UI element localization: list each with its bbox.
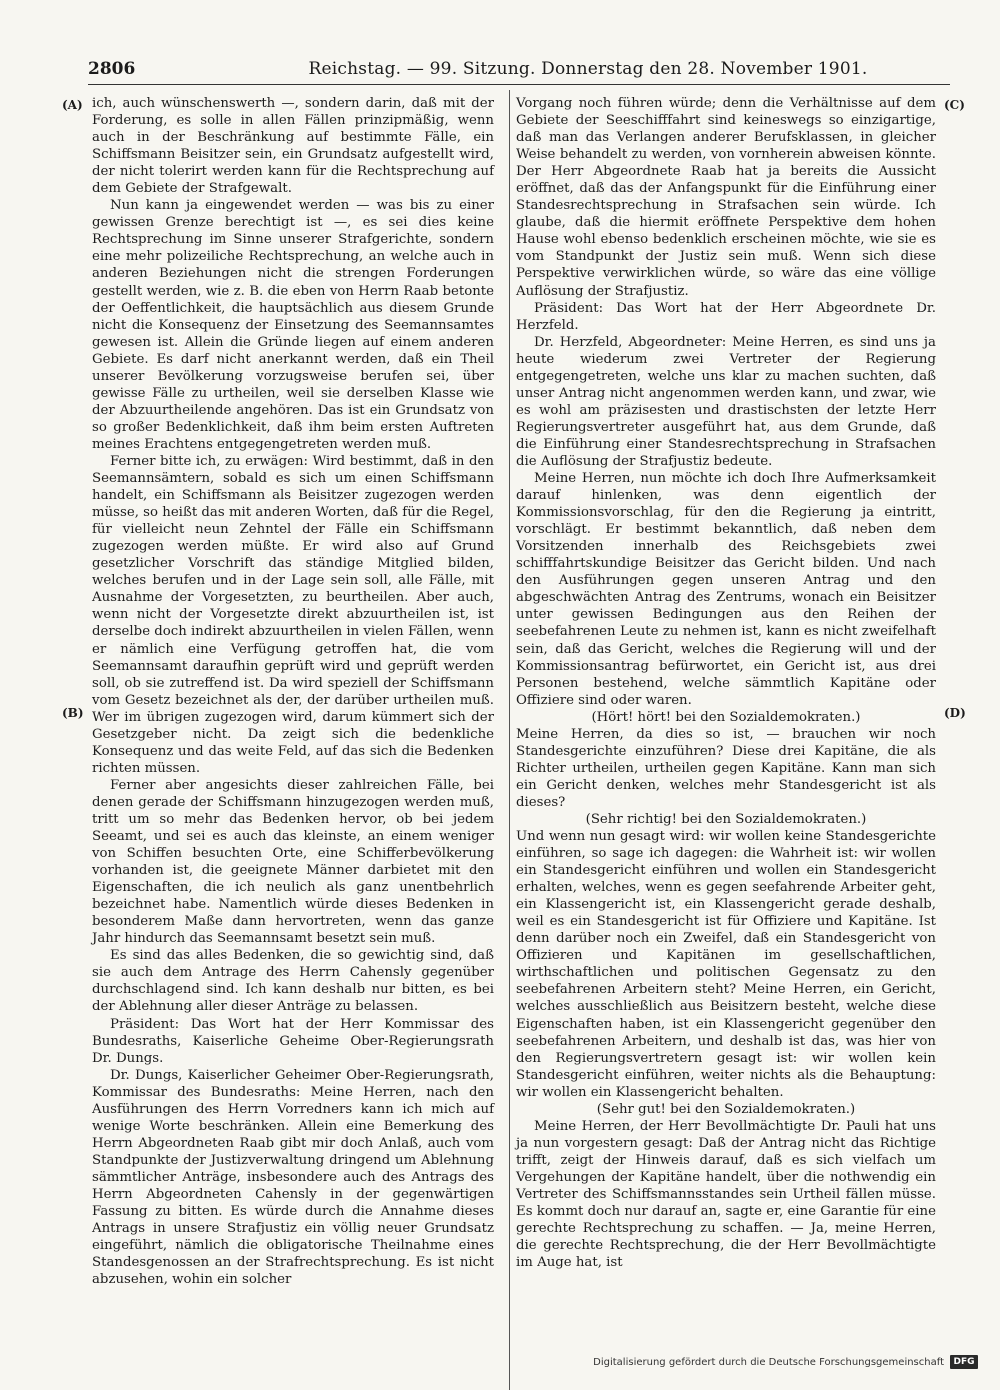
paragraph: Vorgang noch führen würde; denn die Verhältnisse auf dem Gebiete der Seeschifffahrt sind keineswegs so einzigartige, daß man das Verlangen anderer Berufsklassen, in gleicher Weise behandelt zu werden, von vornherein abweisen könnte. Der Herr Abgeordnete Raab hat ja bereits die Aussicht eröffnet, daß das der Anfangspunkt für die Einführung einer Standesrechtsprechung in Strafsachen sein würde. Ich glaube, daß die hiermit eröffnete Perspektive dem hohen Hause wohl ebenso bedenklich erscheinen möchte, wie sie es vom Standpunkt der Justiz sein muß. Wenn sich diese Perspektive verwirklichen würde, so wäre das eine völlige Auflösung der Strafjustiz.: [516, 96, 936, 299]
page-number: 2806: [88, 59, 136, 79]
left-column: [92, 95, 494, 1288]
margin-marker-b: (B): [62, 706, 84, 720]
paragraph: Und wenn nun gesagt wird: wir wollen keine Standesgerichte einführen, so sage ich dagegen: die Wahrheit ist: wir wollen ein Standesgericht einführen und wollen ein Standesgericht erhalten, welches, wenn es gegen seefahrende Arbeiter geht, ein Klassengericht ist, ein Klassengericht gerade deshalb, weil es ein Standesgericht ist für Offiziere und Kapitäne. Ist denn darüber noch ein Zweifel, daß ein Standesgericht von Offizieren und Kapitänen im gesellschaftlichen, wirthschaftlichen und politischen Gegensatz zu den seebefahrenen Arbeitern steht? Meine Herren, ein Gericht, welches ausschließlich aus Beisitzern besteht, welche diese Eigenschaften haben, ist ein Klassengericht gegenüber den seebefahrenen Arbeitern, und deshalb ist das, was hier von den Regierungsvertretern gesagt ist: wir wollen kein Standesgericht einführen, weiter nichts als die Behauptung: wir wollen ein Klassengericht behalten.: [516, 829, 936, 1100]
page-title: Reichstag. — 99. Sitzung. Donnerstag den 28. November 1901.: [308, 59, 868, 79]
paragraph: Meine Herren, der Herr Bevollmächtigte Dr. Pauli hat uns ja nun vorgestern gesagt: Daß der Antrag nicht das Richtige trifft, zeigt der Hinweis darauf, daß es sich vielfach um Vergehungen der Kapitäne handelt, über die nothwendig ein Vertreter des Schiffsmannsstandes sein Urtheil fällen müsse. Es kommt doch nur darauf an, sagte er, eine Garantie für eine gerechte Rechtsprechung zu schaffen. — Ja, meine Herren, die gerechte Rechtsprechung, die der Herr Bevollmächtigte im Auge hat, ist: [516, 1118, 936, 1271]
right-column: [516, 95, 936, 1271]
paragraph: ich, auch wünschenswerth —, sondern darin, daß mit der Forderung, es solle in allen Fällen prinzipmäßig, wenn auch in der Beschränkung auf bestimmte Fälle, ein Schiffsmann Beisitzer sein, ein Grundsatz aufgestellt wird, der nicht tolerirt werden kann für die Rechtsprechung auf dem Gebiete der Strafgewalt.: [92, 96, 494, 197]
header-rule: [88, 84, 950, 85]
footer-text: Digitalisierung gefördert durch die Deutsche Forschungsgemeinschaft: [593, 1356, 944, 1368]
speaker-paragraph: Präsident: Das Wort hat der Herr Abgeordnete Dr. Herzfeld.: [516, 300, 936, 333]
footer-credit: [593, 1355, 978, 1369]
speaker-paragraph: Dr. Dungs, Kaiserlicher Geheimer Ober-Regierungsrath, Kommissar des Bundesraths: Meine Herren, nach den Ausführungen des Herrn Vorredners kann ich mich auf wenige Worte beschränken. Allein eine Bemerkung des Herrn Abgeordneten Raab gibt mir doch Anlaß, auch vom Standpunkte der Justizverwaltung dringend um Ablehnung sämmtlicher Anträge, insbesondere auch des Antrags des Herrn Abgeordneten Cahensly in der gegenwärtigen Fassung zu bitten. Es würde durch die Annahme dieses Antrags in unsere Strafjustiz ein völlig neuer Grundsatz eingeführt, nämlich die obligatorische Theilnahme eines Standesgenossen an der Strafrechtsprechung. Es ist nicht abzusehen, wohin ein solcher: [92, 1067, 494, 1288]
interjection: (Sehr gut! bei den Sozialdemokraten.): [596, 1101, 856, 1117]
column-divider: [509, 90, 510, 1390]
paragraph: Es sind das alles Bedenken, die so gewichtig sind, daß sie auch dem Antrage des Herrn Cahensly gegenüber durchschlagend sind. Ich kann deshalb nur bitten, es bei der Ablehnung aller dieser Anträge zu belassen.: [92, 948, 494, 1015]
paragraph: Meine Herren, nun möchte ich doch Ihre Aufmerksamkeit darauf hinlenken, was denn eigentlich der Kommissionsvorschlag, für den die Regierung ja eintritt, vorschlägt. Er bestimmt bekanntlich, daß neben dem Vorsitzenden innerhalb des Reichsgebiets zwei schifffahrtskundige Beisitzer das Gericht bilden. Und nach den Ausführungen gegen unseren Antrag und den abgeschwächten Antrag des Zentrums, wonach ein Beisitzer unter gewissen Bedingungen aus den Reihen der seebefahrenen Leute zu nehmen ist, kann es nicht zweifelhaft sein, daß das Gericht, welches die Regierung will und der Kommissionsantrag befürwortet, ein Gericht ist, aus drei Personen bestehend, welche sämmtlich Kapitäne oder Offiziere sind oder waren.: [516, 471, 936, 708]
interjection: (Hört! hört! bei den Sozialdemokraten.): [591, 709, 861, 725]
margin-marker-a: (A): [62, 98, 83, 112]
margin-marker-c: (C): [944, 98, 965, 112]
speaker-paragraph: Präsident: Das Wort hat der Herr Kommissar des Bundesraths, Kaiserliche Geheime Ober-Regierungsrath Dr. Dungs.: [92, 1016, 494, 1066]
page-header: [88, 56, 950, 82]
paragraph: Nun kann ja eingewendet werden — was bis zu einer gewissen Grenze berechtigt ist —, es sei dies keine Rechtsprechung im Sinne unserer Strafgerichte, sondern eine mehr polizeiliche Rechtsprechung, an welche auch in anderen Beziehungen nicht die strengen Forderungen gestellt werden, wie z. B. die eben von Herrn Raab betonte der Oeffentlichkeit, die hauptsächlich aus diesem Grunde nicht die Konsequenz der Einsetzung des Seemannsamtes gewesen ist. Allein die Gründe liegen auf einem anderen Gebiete. Es darf nicht anerkannt werden, daß ein Theil unserer Bevölkerung vorzugsweise berufen sei, über gewisse Fälle zu urtheilen, weil sie derselben Klasse wie der Abzuurtheilende angehören. Das ist ein Grundsatz von so großer Bedenklichkeit, daß ihm beim ersten Auftreten meines Erachtens entgegengetreten werden muß.: [92, 198, 494, 452]
margin-marker-d: (D): [944, 706, 966, 720]
dfg-logo: DFG: [950, 1355, 978, 1369]
paragraph: Ferner aber angesichts dieser zahlreichen Fälle, bei denen gerade der Schiffsmann hinzugezogen werden muß, tritt um so mehr das Bedenken hervor, ob bei jedem Seeamt, und sei es auch das kleinste, an einem weniger von Schiffen besuchten Orte, eine Schifferbevölkerung vorhanden ist, die geeignete Männer darbietet mit den Eigenschaften, die ich neulich als ganz unentbehrlich bezeichnet habe. Namentlich würde dieses Bedenken in besonderem Maße dann hervortreten, wenn das ganze Jahr hindurch das Seemannsamt besetzt sein muß.: [92, 777, 494, 947]
interjection: (Sehr richtig! bei den Sozialdemokraten.): [585, 811, 867, 827]
paragraph: Ferner bitte ich, zu erwägen: Wird bestimmt, daß in den Seemannsämtern, sobald es sich um einen Schiffsmann handelt, ein Schiffsmann als Beisitzer zugezogen werden müsse, so heißt das mit anderen Worten, daß für die Regel, für vielleicht neun Zehntel der Fälle ein Schiffsmann zugezogen werden müßte. Er wird also auf Grund gesetzlicher Vorschrift das ständige Mitglied bilden, welches berufen und in der Lage sein soll, alle Fälle, mit Ausnahme der Vorgesetzten, zu beurtheilen. Aber auch, wenn nicht der Vorgesetzte direkt abzuurtheilen ist, ist derselbe doch indirekt abzuurtheilen in vielen Fällen, wenn er nämlich eine Verfügung getroffen hat, die vom Seemannsamt daraufhin geprüft wird und geprüft werden soll, ob sie zutreffend ist. Da wird speziell der Schiffsmann vom Gesetz bezeichnet als der, der darüber urtheilen muß. Wer im übrigen zugezogen wird, darum kümmert sich der Gesetzgeber nicht. Da zeigt sich die bedenkliche Konsequenz und das weite Feld, auf das sich die Bedenken richten müssen.: [92, 453, 494, 776]
paragraph: Meine Herren, da dies so ist, — brauchen wir noch Standesgerichte einzuführen? Diese drei Kapitäne, die als Richter urtheilen, urtheilen gegen Kapitäne. Kann man sich ein Gericht denken, welches mehr Standesgericht ist als dieses?: [516, 726, 936, 810]
speaker-paragraph: Dr. Herzfeld, Abgeordneter: Meine Herren, es sind uns ja heute wiederum zwei Vertreter der Regierung entgegengetreten, welche uns klar zu machen suchten, daß unser Antrag nicht angenommen werden kann, und zwar, wie es wohl am präzisesten und drastischsten der letzte Herr Regierungsvertreter ausgeführt hat, aus dem Grunde, daß die Einführung einer Standesrechtsprechung in Strafsachen die Auflösung der Strafjustiz bedeute.: [516, 334, 936, 469]
